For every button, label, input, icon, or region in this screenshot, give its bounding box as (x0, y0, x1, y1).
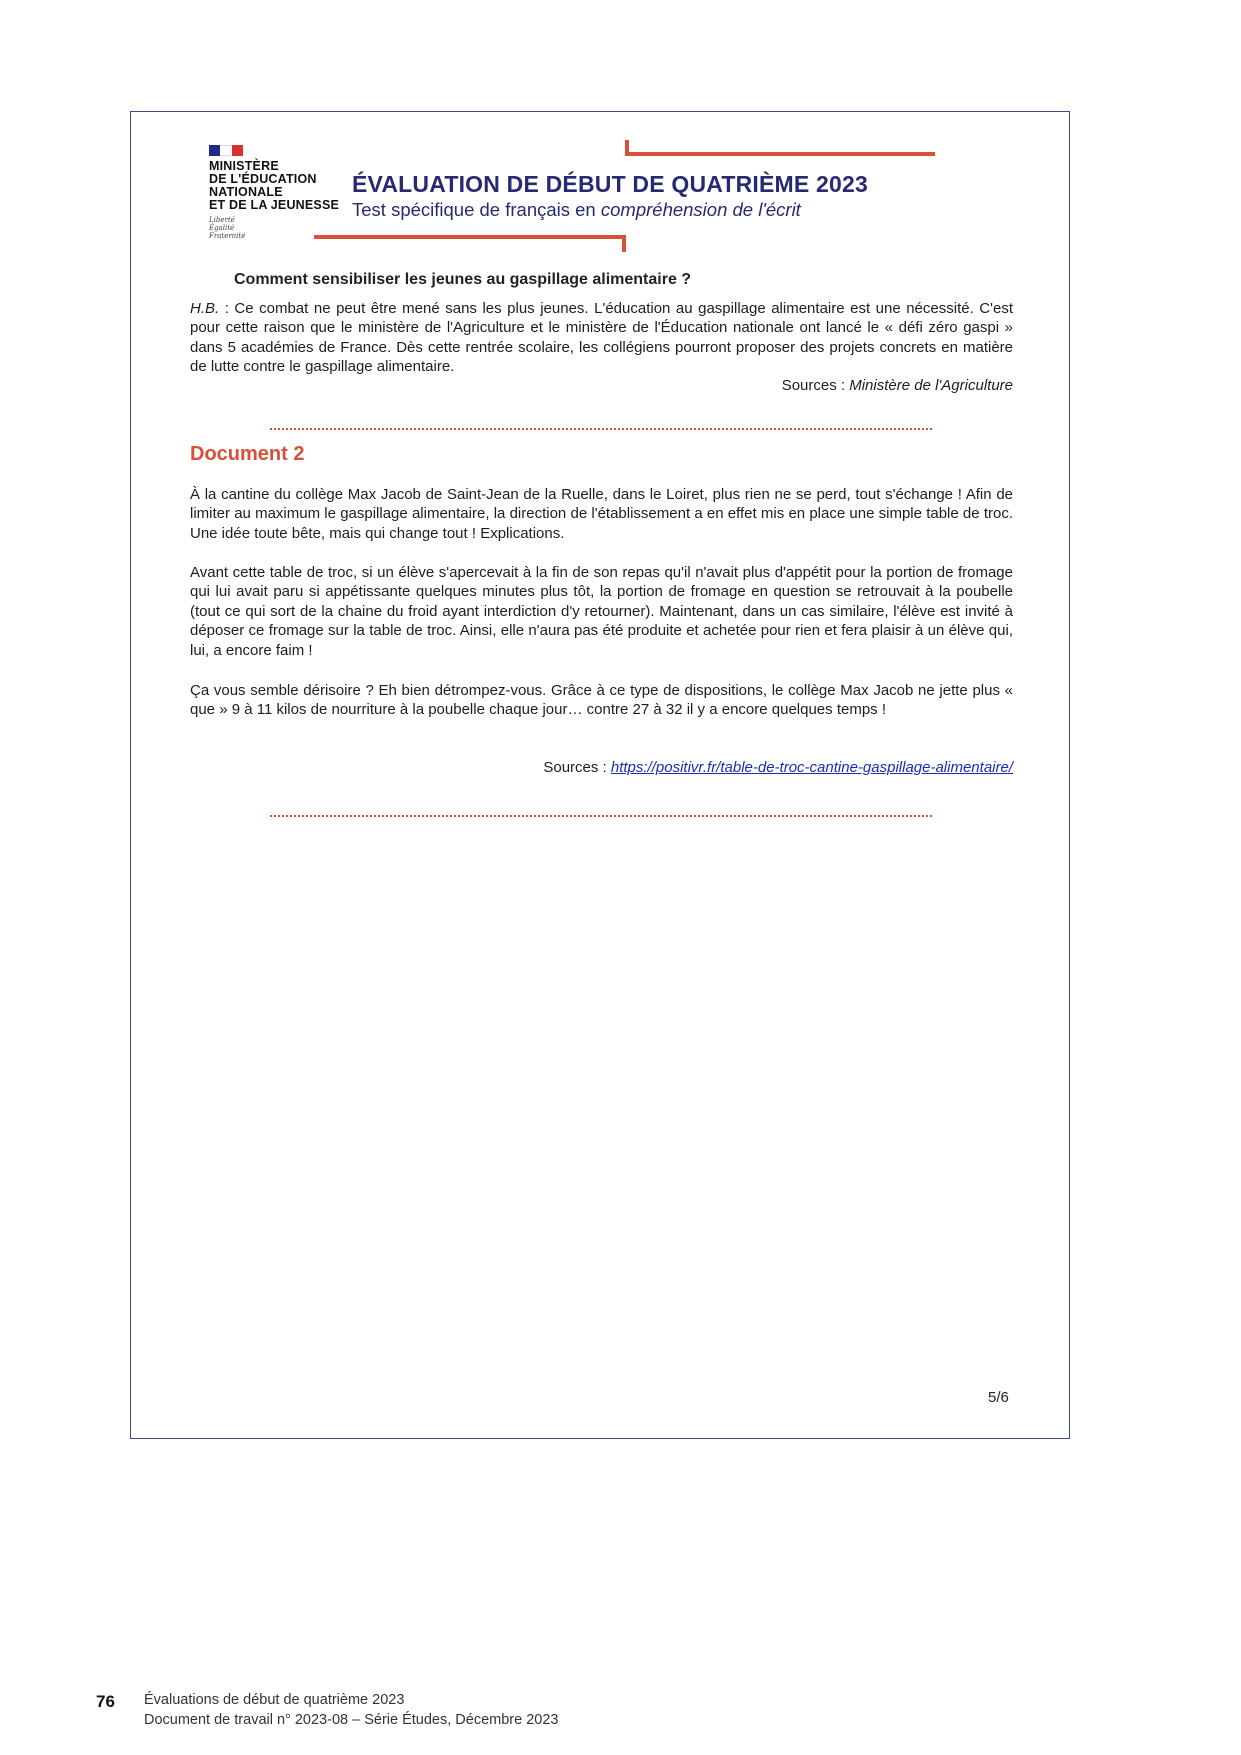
document1-source: Sources : Ministère de l'Agriculture (781, 377, 1013, 394)
document2-paragraph: Avant cette table de troc, si un élève s'apercevait à la fin de son repas qu'il n'avait plus d'appétit pour la portion de fromage qui lui avait paru si appétissante quelques minutes plus tôt, la portion de fromage en question se retrouvait à la poubelle (tout ce qui sort de la chaine du froid ayant interdiction d'y retourner). Maintenant, dans un cas similaire, l'élève est invité à déposer ce fromage sur la table de troc. Ainsi, elle n'aura pas été produite et achetée pour rien et fera plaisir à un élève qui, lui, a encore faim ! (190, 564, 1013, 659)
document2-paragraph: Ça vous semble dérisoire ? Eh bien détrompez-vous. Grâce à ce type de dispositions, le collège Max Jacob ne jette plus « que » 9 à 11 kilos de nourriture à la poubelle chaque jour… contre 27 à 32 il y a encore quelques temps ! (190, 682, 1013, 719)
ministry-logo (209, 145, 339, 240)
page-title: ÉVALUATION DE DÉBUT DE QUATRIÈME 2023 (352, 171, 869, 197)
bottom-bracket-horizontal (314, 235, 626, 239)
source-link[interactable]: https://positivr.fr/table-de-troc-cantine-gaspillage-alimentaire/ (610, 759, 1013, 776)
document2-source: Sources : https://positivr.fr/table-de-troc-cantine-gaspillage-alimentaire/ (543, 759, 1013, 776)
footer-title: Évaluations de début de quatrième 2023 (144, 1692, 405, 1708)
page-subtitle: Test spécifique de français en compréhension de l'écrit (352, 199, 801, 220)
document1-text: H.B. : Ce combat ne peut être mené sans les plus jeunes. L'éducation au gaspillage alimentaire est une nécessité. C'est pour cette raison que le ministère de l'Agriculture et le ministère de l'Éducation nationale ont lancé le « défi zéro gaspi » dans 5 académies de France. Dès cette rentrée scolaire, les collégiens pourront proposer des projets concrets en matière de lutte contre le gaspillage alimentaire. (190, 300, 1013, 376)
dotted-separator (270, 428, 932, 430)
bottom-bracket-vertical (622, 235, 626, 252)
french-flag-icon (209, 145, 243, 156)
document1-question: Comment sensibiliser les jeunes au gaspillage alimentaire ? (234, 271, 692, 288)
document2-heading: Document 2 (190, 443, 305, 465)
dotted-separator (270, 815, 932, 817)
footer-page-number: 76 (96, 1692, 115, 1711)
document2-paragraph: À la cantine du collège Max Jacob de Saint-Jean de la Ruelle, dans le Loiret, plus rien ne se perd, tout s'échange ! Afin de limiter au maximum le gaspillage alimentaire, la direction de l'établissement a en effet mis en place une simple table de troc. Une idée toute bête, mais qui change tout ! Explications. (190, 486, 1013, 542)
ministry-name: MINISTÈRE DE L'ÉDUCATION NATIONALE ET DE LA JEUNESSE (209, 159, 340, 212)
republic-motto: Liberté Égalité Fraternité (209, 216, 246, 240)
footer-reference: Document de travail n° 2023-08 – Série Études, Décembre 2023 (144, 1712, 559, 1728)
page-number: 5/6 (988, 1389, 1009, 1406)
top-bracket-vertical (625, 140, 629, 156)
top-bracket-horizontal (625, 152, 935, 156)
